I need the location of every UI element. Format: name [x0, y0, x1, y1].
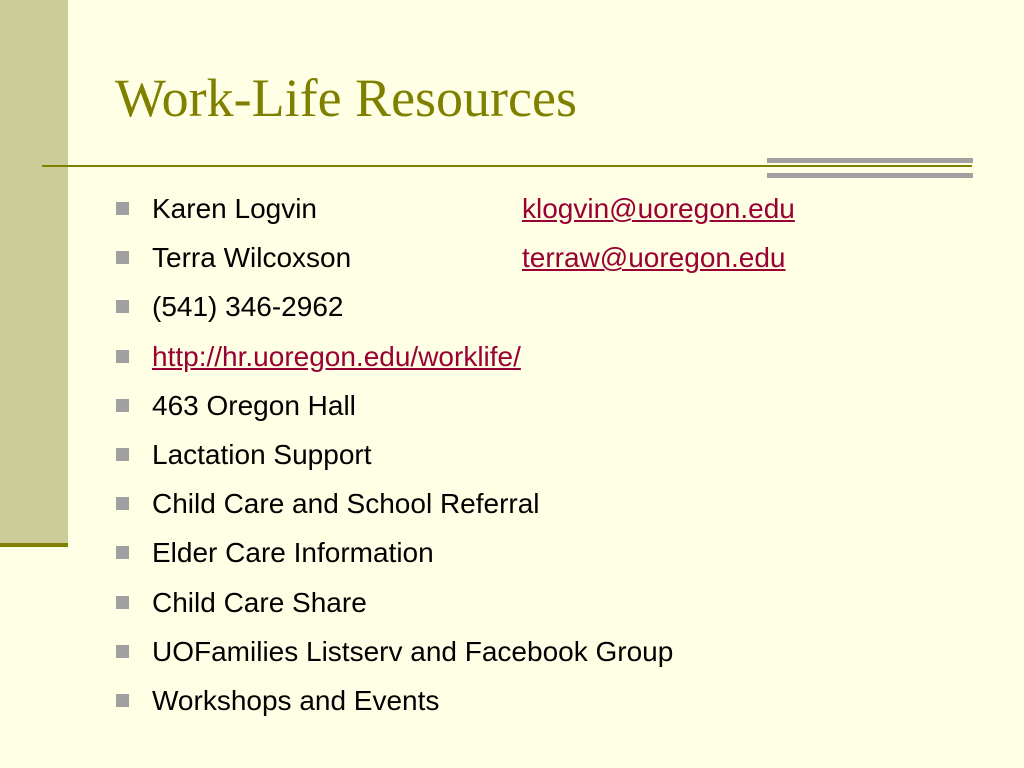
- divider-accent-bottom: [767, 173, 973, 178]
- square-bullet-icon: [116, 546, 129, 559]
- service-label: Child Care Share: [152, 586, 367, 618]
- office-location: 463 Oregon Hall: [152, 389, 356, 421]
- service-label: UOFamilies Listserv and Facebook Group: [152, 635, 674, 667]
- left-bar-underline: [0, 543, 68, 547]
- contact-name: Terra Wilcoxson: [152, 242, 352, 274]
- square-bullet-icon: [116, 645, 129, 658]
- square-bullet-icon: [116, 251, 129, 264]
- website-link[interactable]: http://hr.uoregon.edu/worklife/: [152, 340, 521, 372]
- square-bullet-icon: [116, 596, 129, 609]
- square-bullet-icon: [116, 497, 129, 510]
- square-bullet-icon: [116, 350, 129, 363]
- slide-title: Work-Life Resources: [115, 68, 577, 128]
- divider-accent-top: [767, 158, 973, 163]
- email-link-karen[interactable]: klogvin@uoregon.edu: [522, 193, 795, 224]
- square-bullet-icon: [116, 202, 129, 215]
- phone-number: (541) 346-2962: [152, 291, 344, 323]
- service-label: Lactation Support: [152, 438, 372, 470]
- service-label: Elder Care Information: [152, 537, 434, 569]
- square-bullet-icon: [116, 448, 129, 461]
- service-label: Workshops and Events: [152, 684, 440, 716]
- square-bullet-icon: [116, 300, 129, 313]
- square-bullet-icon: [116, 399, 129, 412]
- square-bullet-icon: [116, 694, 129, 707]
- title-divider: [42, 165, 972, 167]
- email-link-terra[interactable]: terraw@uoregon.edu: [522, 242, 786, 274]
- left-decorative-bar: [0, 0, 68, 544]
- service-label: Child Care and School Referral: [152, 488, 540, 520]
- contact-name: Karen Logvin: [152, 193, 318, 224]
